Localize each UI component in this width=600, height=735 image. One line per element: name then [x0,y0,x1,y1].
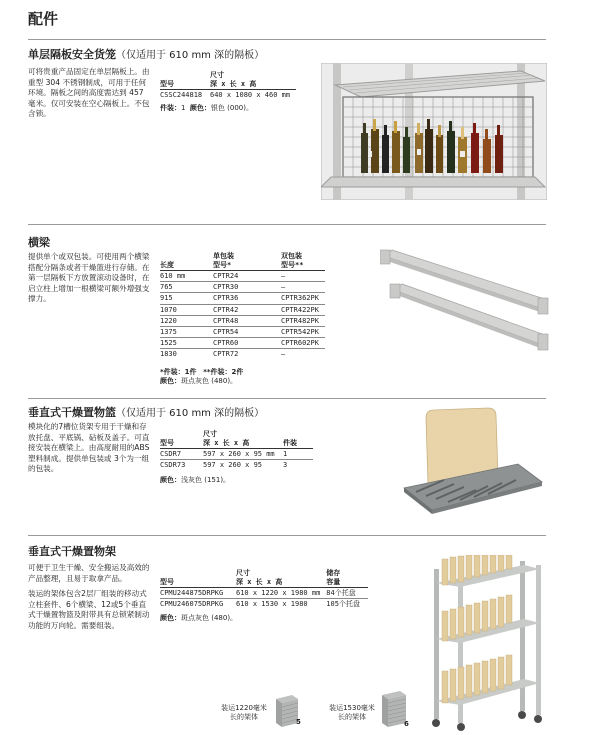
table-header-row [160,569,368,588]
th-model: 型号 [160,430,203,449]
table-header-row [160,430,313,449]
rack-description-text-2: 装运的架体包含2层厂组装的移动式立柱套件、6个横梁、12或5个垂直式干燥置物篮及附带具有总锁紧制动功能的万向轮。需要组装。 [28,589,150,630]
cell-size: 610 x 1220 x 1980 mm [236,588,326,599]
color-label: 颜色： [160,377,181,385]
basket-description-text: 模块化的7槽位货架专用于干燥和存放托盘、平底锅、砧板及盖子。可直接安装在横梁上。由高度耐用的ABS塑料制成。提供单包装或 3个为一组的包装。 [28,422,150,474]
cell-pack: 1 [283,449,313,460]
cell-model: CSDR73 [160,461,186,470]
rack-description-text-1: 可便于卫生干燥、安全搬运及高效的产品整理，且易于取拿产品。 [28,563,150,583]
color-value: 浅灰色 (151)。 [181,476,231,484]
color-value: 斑点灰色 (480)。 [181,614,238,622]
table-row [160,588,368,599]
beam-photo [380,246,552,358]
ship-1220-count: 5 [296,718,301,726]
cell-size: 597 x 260 x 95 [203,461,263,470]
section-title-text: 垂直式干燥置物架 [28,545,116,558]
cell-double: CPTR422PK [281,304,325,315]
section-title-note: （仅适用于 610 mm 深的隔板） [116,408,265,419]
color-value: 银色 (000)。 [210,104,253,112]
th-single: 单包装 型号* [213,252,281,271]
color-label: 颜色： [189,104,211,112]
cell-double: CPTR482PK [281,315,325,326]
section-title-text: 单层隔板安全货笼 [28,48,116,61]
cell-single: CPTR48 [213,315,281,326]
cell-size: 610 x 1530 x 1980 [236,600,308,609]
cell-size: 597 x 260 x 95 mm [203,449,283,460]
table-row [160,449,313,460]
page-title: 配件 [28,10,59,28]
table-row [160,349,325,360]
basket-spec-table [160,430,313,470]
cage-footnote [160,104,253,113]
rack-spec-table [160,569,368,609]
cell-length: 1525 [160,338,213,349]
section-title-note: （仅适用于 610 mm 深的隔板） [116,50,265,61]
beam-pack-note [160,368,243,377]
cell-double: CPTR542PK [281,327,325,338]
drying-rack-photo [428,555,546,731]
pack-value: 1 [181,104,186,112]
cell-length: 765 [160,282,213,293]
cell-length: 1220 [160,315,213,326]
beam-description-text: 提供单个或双包装。可使用两个横梁搭配分隔条或者干燥篮进行存储。在第一层隔板下方放置滚动设备时，在启立柱上增加一根横梁可额外增强支撑力。 [28,252,150,304]
drying-basket-photo [398,406,546,514]
cell-pack: 3 [283,461,288,470]
pack-single-note: *件装：1件 [160,368,197,376]
cage-description-text: 可将贵重产品固定在单层隔板上。由重型 304 不锈钢制成，可用于任何环境。隔板之间的高度需达到 457 毫米。仅可安装在空心隔板上。不包含锁。 [28,67,150,119]
th-double: 双包装 型号** [281,252,325,271]
basket-description [28,422,152,480]
cage-spec-table [160,71,296,100]
basket-footnote [160,476,230,485]
table-header-row [160,71,296,90]
section-title-text: 横梁 [28,236,50,249]
th-pack: 件装 [283,430,313,449]
table-header-row [160,252,325,271]
cell-single: CPTR30 [213,282,281,293]
th-size: 尺寸 深 x 长 x 高 [203,430,283,449]
cell-length: 1830 [160,350,177,359]
cell-single: CPTR60 [213,338,281,349]
table-row [160,338,325,349]
table-row [160,315,325,326]
section-title-cage [28,46,264,62]
color-label: 颜色： [160,614,181,622]
rack-footnote [160,614,237,623]
cell-model: CPMU246075DRPKG [160,600,224,609]
cell-double: — [281,271,325,282]
table-row [160,460,313,471]
cell-size: 640 x 1080 x 460 mm [210,91,291,99]
security-cage-photo [321,63,547,200]
cell-single: CPTR42 [213,304,281,315]
cell-double: — [281,350,286,359]
th-model: 型号 [160,569,236,588]
cell-model: CSDR7 [160,449,203,460]
rack-description [28,563,152,637]
pack-double-note: **件装：2件 [203,368,244,376]
table-row [160,271,325,282]
color-label: 颜色： [160,476,181,484]
cell-single: CPTR36 [213,293,281,304]
section-title-basket [28,404,264,420]
cell-capacity: 105个托盘 [326,600,360,609]
cell-double: — [281,282,325,293]
cell-length: 1375 [160,327,213,338]
ship-1530-label: 装运1530毫米 长的架体 [329,704,375,721]
section-title-text: 垂直式干燥置物篮 [28,406,116,419]
cell-single: CPTR54 [213,327,281,338]
th-model: 型号 [160,71,210,90]
beam-footnote [160,368,243,386]
section-divider [28,535,546,536]
th-size: 尺寸 深 x 长 x 高 [210,71,296,90]
cell-double: CPTR362PK [281,293,325,304]
table-row [160,327,325,338]
beam-description [28,252,154,310]
cell-single: CPTR24 [213,271,281,282]
beam-color-note [160,377,243,386]
section-divider [28,398,546,399]
section-divider [28,39,546,40]
th-capacity: 储存 容量 [326,569,368,588]
ship-1220-label: 装运1220毫米 长的架体 [221,704,267,721]
color-value: 斑点灰色 (480)。 [181,377,238,385]
cell-capacity: 84个托盘 [326,588,368,599]
table-row [160,293,325,304]
cage-description [28,67,152,125]
cell-length: 915 [160,293,213,304]
cell-double: CPTR602PK [281,338,325,349]
pack-label: 件装： [160,104,181,112]
cell-model: CSSC244818 [160,91,203,99]
cell-single: CPTR72 [213,350,239,359]
table-row [160,304,325,315]
table-row [160,599,368,610]
ship-1530-count: 6 [404,720,409,728]
beam-spec-table [160,252,325,360]
section-title-rack [28,543,116,559]
cell-length: 1070 [160,304,213,315]
section-title-beam [28,234,50,250]
cell-model: CPMU244875DRPKG [160,588,236,599]
th-size: 尺寸 深 x 长 x 高 [236,569,326,588]
th-length: 长度 [160,252,213,271]
table-row [160,282,325,293]
table-row [160,90,296,101]
cell-length: 610 mm [160,271,213,282]
section-divider [28,224,546,225]
